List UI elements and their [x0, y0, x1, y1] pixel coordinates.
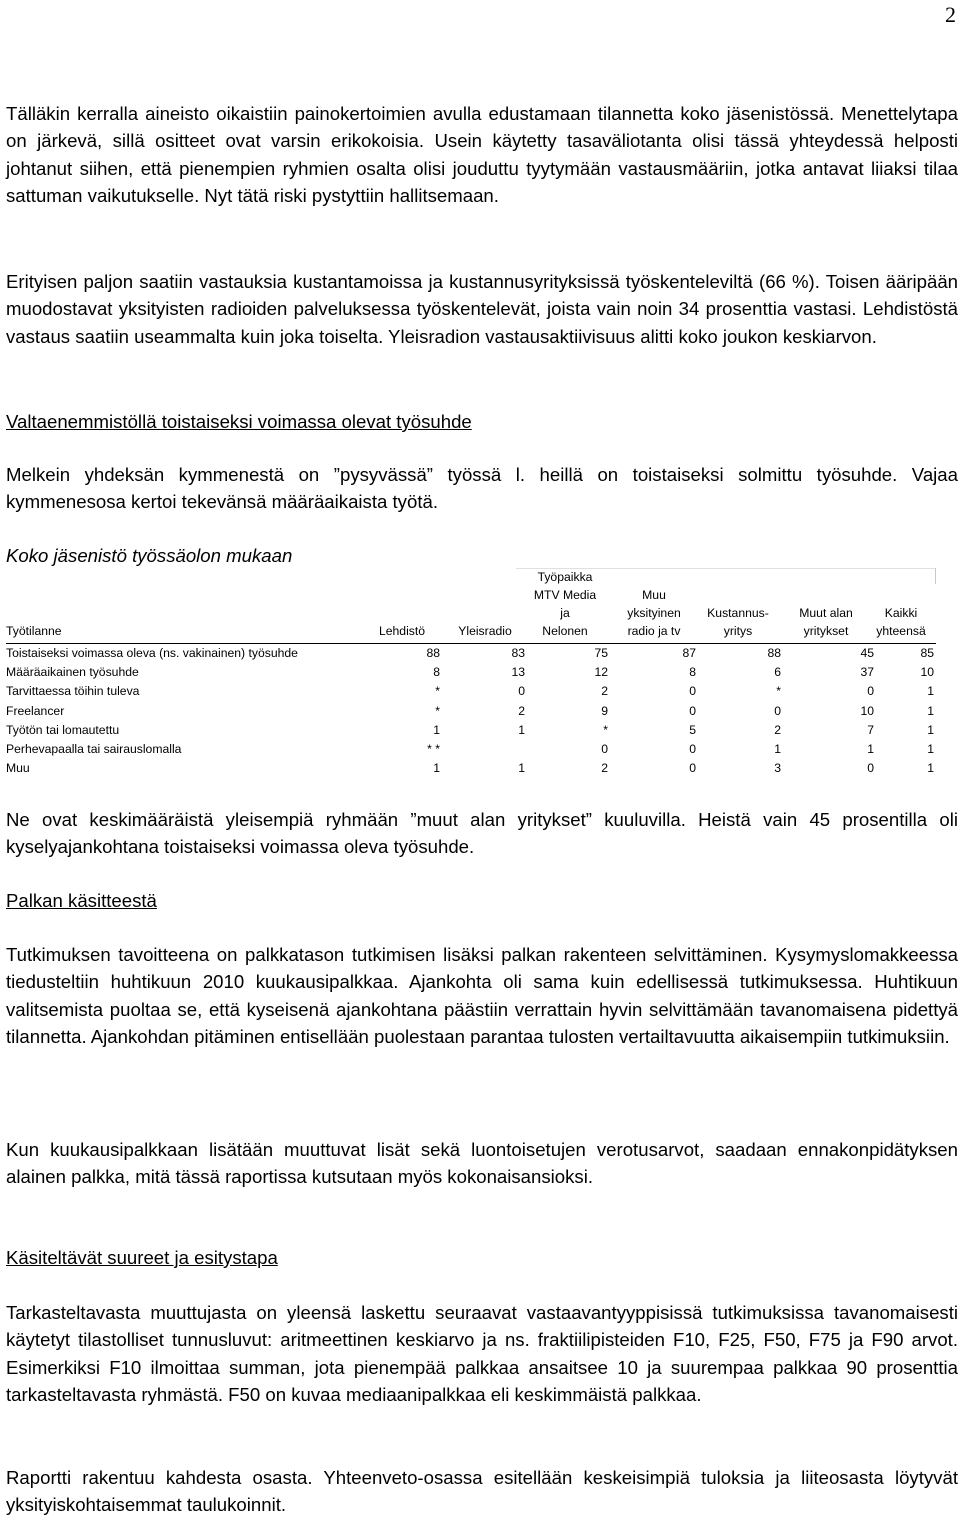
header-col-mtv — [520, 568, 610, 640]
row-label: Työtön tai lomautettu — [6, 722, 120, 737]
report-structure-paragraph: Raportti rakentuu kahdesta osasta. Yhteenveto-osassa esitellään keskeisimpiä tuloksia ja liiteosasta löytyvät yksityiskohtaisemmat taulukoinnit. — [6, 1467, 958, 1516]
header-col-total-line1: Kaikki — [884, 606, 918, 620]
table-row — [6, 644, 936, 663]
cell: 1 — [518, 761, 525, 776]
header-row-label: Työtilanne — [6, 624, 62, 638]
cell: 8 — [689, 665, 696, 680]
cell: 45 — [860, 646, 874, 660]
employment-paragraph: Melkein yhdeksän kymmenestä on ”pysyvässä” työssä l. heillä on toistaiseksi solmittu työsuhde. Vajaa kymmenesosa kertoi tekevänsä määräaikaista työtä. — [6, 464, 958, 513]
table-row — [6, 682, 936, 701]
cell: 10 — [860, 703, 874, 718]
cell: 7 — [867, 722, 874, 737]
section-heading-salary: Palkan käsitteestä — [6, 890, 157, 911]
table-row — [6, 702, 936, 721]
header-col-other-companies-line2: yritykset — [803, 624, 849, 638]
row-label: Tarvittaessa töihin tuleva — [6, 684, 140, 699]
cell: * — [435, 684, 440, 699]
cell: 0 — [518, 684, 525, 699]
section-heading-measures: Käsiteltävät suureet ja esitystapa — [6, 1247, 278, 1268]
header-col-total-line2: yhteensä — [876, 624, 926, 638]
cell: 1 — [433, 722, 440, 737]
row-label: Freelancer — [6, 703, 65, 718]
cell: * * — [427, 741, 440, 756]
cell: 0 — [689, 703, 696, 718]
page-number: 2 — [945, 2, 956, 27]
cell: 0 — [689, 741, 696, 756]
header-col-publishing-line2: yritys — [723, 624, 753, 638]
cell: 0 — [689, 761, 696, 776]
cell: 3 — [774, 761, 781, 776]
header-col-mtv-line3: ja — [560, 606, 570, 620]
total-income-paragraph: Kun kuukausipalkkaan lisätään muuttuvat lisät sekä luontoisetujen verotusarvot, saadaan ennakonpidätyksen alainen palkka, mitä tässä raportissa kutsutaan myös kokonaisansioksi. — [6, 1139, 958, 1188]
cell: 12 — [594, 665, 608, 680]
cell: 2 — [518, 703, 525, 718]
header-col-other-companies — [786, 604, 866, 640]
cell: 13 — [511, 665, 525, 680]
cell: 1 — [927, 703, 934, 718]
cell: 83 — [511, 646, 525, 660]
row-label: Perhevapaalla tai sairauslomalla — [6, 741, 182, 756]
table-row — [6, 740, 936, 759]
table-header — [6, 568, 936, 644]
cell: 0 — [689, 684, 696, 699]
cell: 1 — [774, 741, 781, 756]
cell: 2 — [601, 761, 608, 776]
cell: 85 — [920, 646, 934, 660]
cell: 0 — [601, 741, 608, 756]
header-col-publishing — [698, 604, 778, 640]
header-col-mtv-line1: Työpaikka — [537, 570, 593, 584]
cell: 6 — [774, 665, 781, 680]
header-col-other-companies-line1: Muut alan — [799, 606, 853, 620]
employment-table — [6, 568, 936, 778]
header-col-mtv-line2: MTV Media — [533, 588, 597, 602]
cell: 1 — [518, 722, 525, 737]
cell: 75 — [594, 646, 608, 660]
row-label: Määräaikainen työsuhde — [6, 665, 139, 680]
cell: 37 — [860, 665, 874, 680]
table-row — [6, 663, 936, 682]
cell: 1 — [927, 761, 934, 776]
cell: 0 — [774, 703, 781, 718]
cell: 0 — [867, 761, 874, 776]
cell: 1 — [927, 684, 934, 699]
cell: * — [603, 722, 608, 737]
cell: * — [776, 684, 781, 699]
cell: 87 — [682, 646, 696, 660]
intro-paragraph: Tälläkin kerralla aineisto oikaistiin painokertoimien avulla edustamaan tilannetta koko jäsenistössä. Menettelytapa on järkevä, sillä ositteet ovat varsin erikokoisia. Usein käytetty tasaväliotanta olisi tässä yhteydessä helposti johtanut siihen, että pienempien ryhmien osalta olisi jouduttu tyytymään vastausmääriin, jotka antavat liiaksi tilaa sattuman vaikutukselle. Nyt tätä riski pystyttiin hallitsemaan. — [6, 103, 958, 207]
cell: 1 — [927, 722, 934, 737]
header-col-mtv-line4: Nelonen — [542, 624, 588, 638]
header-col-lehdisto: Lehdistö — [378, 624, 426, 638]
table-row — [6, 759, 936, 778]
cell: 2 — [774, 722, 781, 737]
header-col-private-radio — [610, 586, 698, 640]
header-col-yleisradio: Yleisradio — [458, 624, 512, 638]
cell: 8 — [433, 665, 440, 680]
salary-paragraph: Tutkimuksen tavoitteena on palkkatason tutkimisen lisäksi palkan rakenteen selvittäminen. Kysymyslomakkeessa tiedusteltiin huhtikuun 2010 kuukausipalkkaa. Ajankohta oli sama kuin edellisessä tutkimuksessa. Huhtikuun valitsemista puoltaa se, että kyseisenä ajankohtana päästiin verrattain hyvin selvittämään tavanomaisena pidettyä tilannetta. Ajankohdan pitäminen entisellään puolestaan parantaa tulosten vertailtavuutta aikaisempiin tutkimuksiin. — [6, 944, 958, 1048]
cell: 9 — [601, 703, 608, 718]
cell: 1 — [867, 741, 874, 756]
table-title: Koko jäsenistö työssäolon mukaan — [6, 545, 293, 566]
table-row — [6, 721, 936, 740]
other-companies-paragraph: Ne ovat keskimääräistä yleisempiä ryhmään ”muut alan yritykset” kuuluvilla. Heistä vain 45 prosentilla oli kyselyajankohtana toistaiseksi voimassa oleva työsuhde. — [6, 809, 958, 858]
cell: 88 — [767, 646, 781, 660]
header-col-publishing-line1: Kustannus- — [707, 606, 769, 620]
cell: 10 — [920, 665, 934, 680]
table-right-rule — [935, 568, 936, 584]
cell: 88 — [426, 646, 440, 660]
cell: 0 — [867, 684, 874, 699]
section-heading-employment: Valtaenemmistöllä toistaiseksi voimassa olevat työsuhde — [6, 411, 472, 432]
measures-paragraph: Tarkasteltavasta muuttujasta on yleensä laskettu seuraavat vastaavantyyppisissä tutkimuksissa tavanomaisesti käytetyt tilastolliset tunnusluvut: aritmeettinen keskiarvo ja ns. fraktiilipisteiden F10, F25, F50, F75 ja F90 arvot. Esimerkiksi F10 ilmoittaa summan, jota pienempää palkkaa ansaitsee 10 ja suurempaa palkkaa 90 prosenttia tarkasteltavasta ryhmästä. F50 on kuvaa mediaanipalkkaa eli keskimmäistä palkkaa. — [6, 1302, 958, 1406]
header-col-total — [870, 604, 932, 640]
row-label: Muu — [6, 761, 30, 776]
cell: 5 — [689, 722, 696, 737]
header-col-private-radio-line2: yksityinen — [627, 606, 681, 620]
row-label: Toistaiseksi voimassa oleva (ns. vakinainen) työsuhde — [6, 646, 298, 660]
cell: 1 — [433, 761, 440, 776]
cell: 2 — [601, 684, 608, 699]
response-rate-paragraph: Erityisen paljon saatiin vastauksia kustantamoissa ja kustannusyrityksissä työskenteleviltä (66 %). Toisen ääripään muodostavat yksityisten radioiden palveluksessa työskentelevät, joista vain noin 34 prosenttia vastasi. Lehdistöstä vastaus saatiin useammalta kuin joka toiselta. Yleisradion vastausaktiivisuus alitti koko joukon keskiarvon. — [6, 271, 958, 347]
header-col-private-radio-line3: radio ja tv — [627, 624, 681, 638]
header-col-private-radio-line1: Muu — [642, 588, 666, 602]
cell: * — [435, 703, 440, 718]
cell: 1 — [927, 741, 934, 756]
